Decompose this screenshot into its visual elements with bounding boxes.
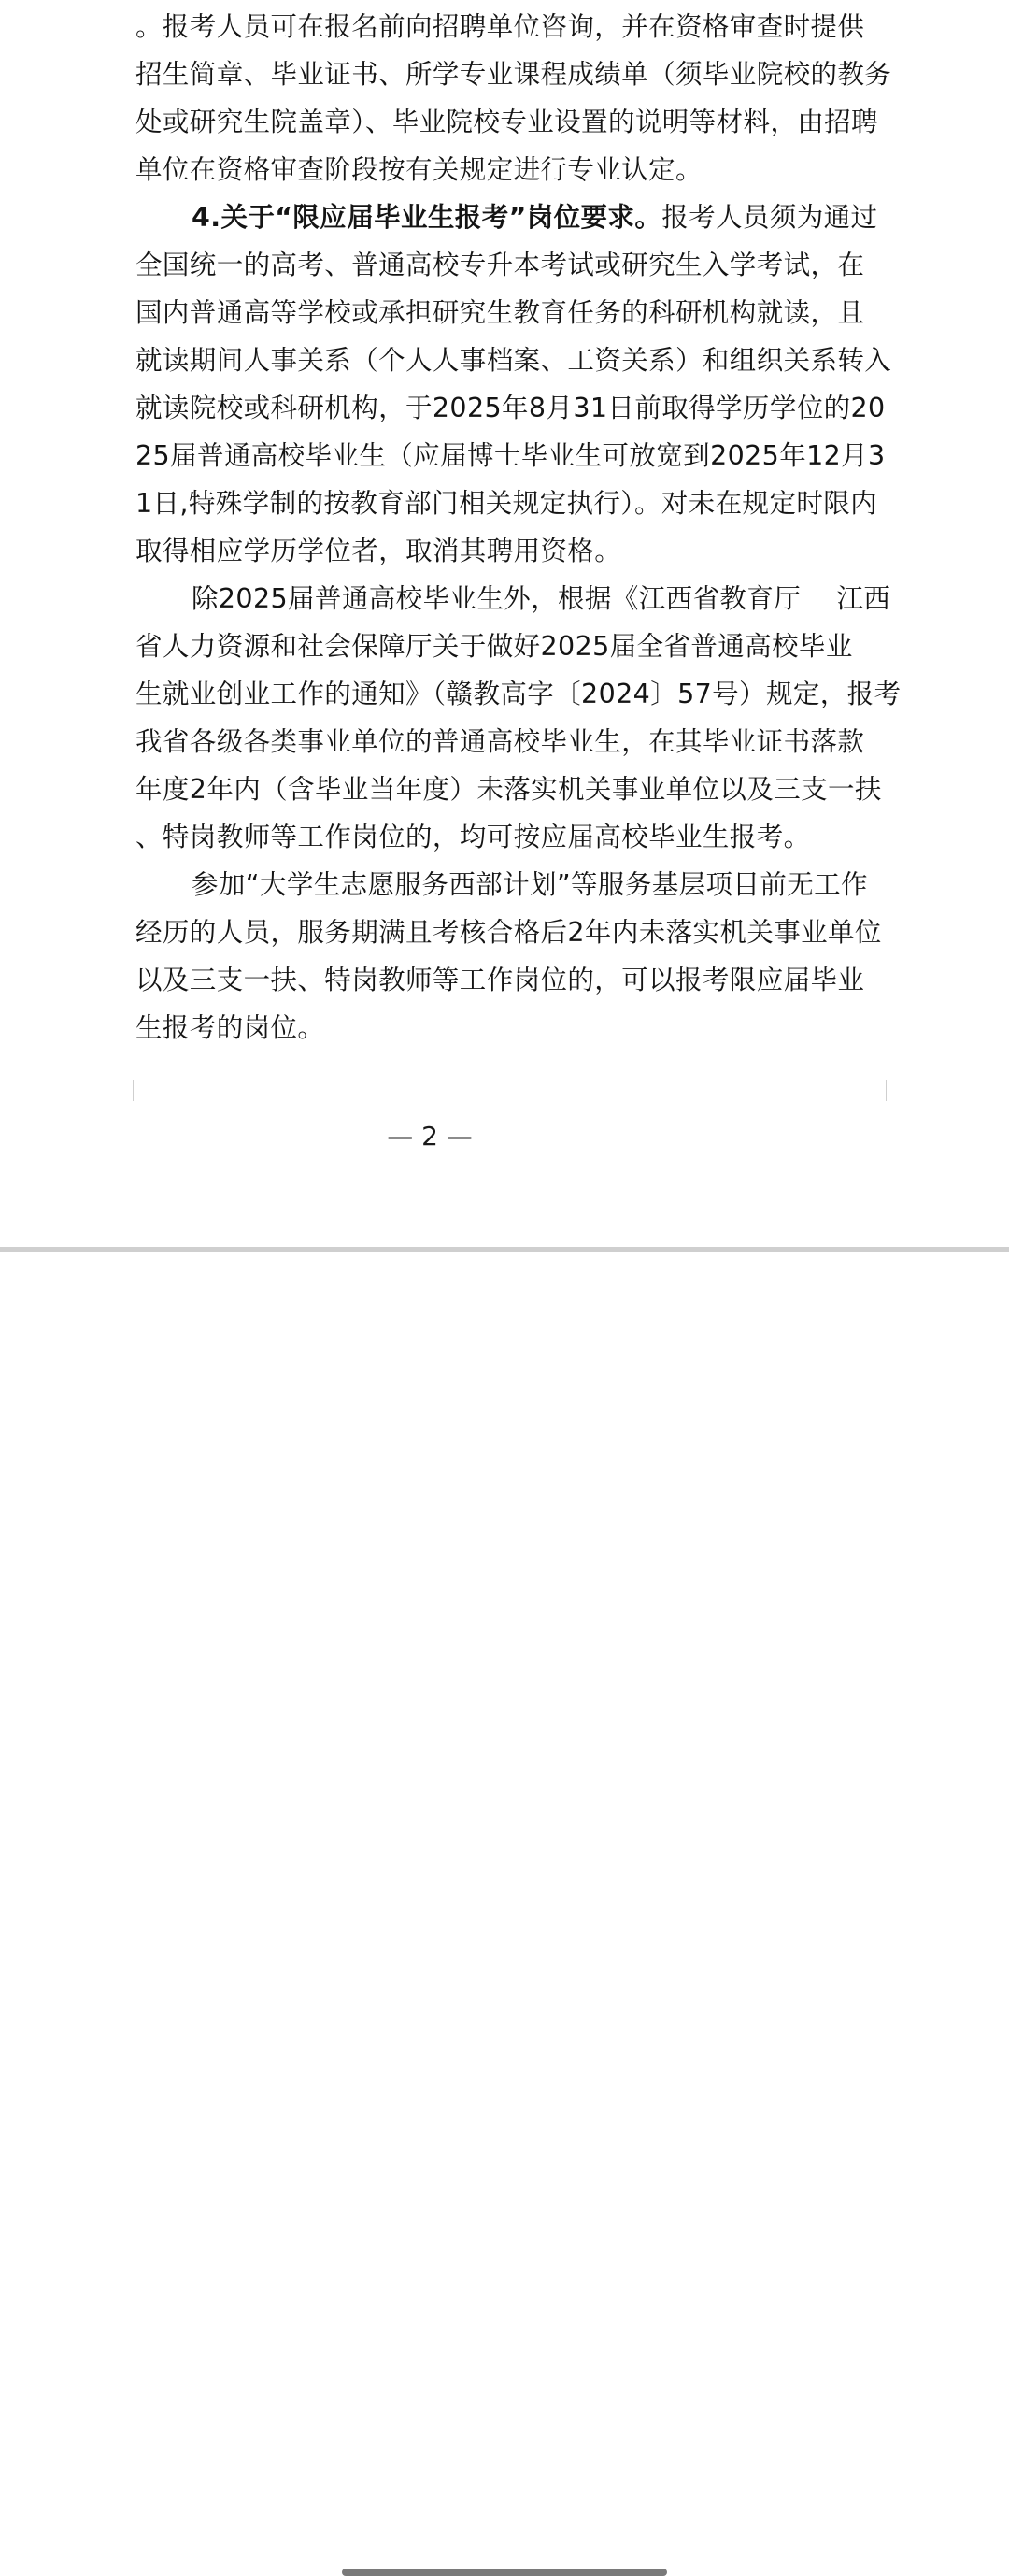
- paragraph-4-first-line: [192, 193, 877, 241]
- body-line: 生报考的岗位。: [135, 1012, 325, 1043]
- page-corner-mark-right: [886, 1080, 907, 1101]
- body-line: 处或研究生院盖章）、毕业院校专业设置的说明等材料，由招聘: [135, 107, 878, 137]
- body-line: 经历的人员，服务期满且考核合格后2年内未落实机关事业单位: [135, 917, 882, 948]
- body-line: 生就业创业工作的通知》（赣教高字〔2024〕57号）规定，报考: [135, 679, 902, 709]
- bottom-bar: [0, 1252, 1009, 1331]
- body-line: 。报考人员可在报名前向招聘单位咨询，并在资格审查时提供: [135, 11, 865, 42]
- body-line: 单位在资格审查阶段按有关规定进行专业认定。: [135, 154, 703, 185]
- page-number: — 2 —: [387, 1121, 473, 1152]
- body-line: 参加“大学生志愿服务西部计划”等服务基层项目前无工作: [192, 869, 868, 900]
- body-line: 以及三支一扶、特岗教师等工作岗位的，可以报考限应届毕业: [135, 965, 865, 995]
- body-line: 省人力资源和社会保障厅关于做好2025届全省普通高校毕业: [135, 631, 853, 662]
- body-line: 就读院校或科研机构，于2025年8月31日前取得学历学位的20: [135, 393, 886, 423]
- page-corner-mark-left: [112, 1080, 134, 1101]
- body-line: 1日,特殊学制的按教育部门相关规定执行）。对未在规定时限内: [135, 488, 878, 519]
- home-indicator[interactable]: [342, 2569, 667, 2576]
- body-line: 除2025届普通高校毕业生外，根据《江西省教育厅 江西: [192, 583, 891, 614]
- body-line: 国内普通高等学校或承担研究生教育任务的科研机构就读，且: [135, 297, 865, 328]
- body-line: 年度2年内（含毕业当年度）未落实机关事业单位以及三支一扶: [135, 774, 882, 805]
- body-line: 招生简章、毕业证书、所学专业课程成绩单（须毕业院校的教务: [135, 59, 892, 90]
- section-heading-4: 4.关于“限应届毕业生报考”岗位要求。: [192, 202, 662, 233]
- body-line: 25届普通高校毕业生（应届博士毕业生可放宽到2025年12月3: [135, 440, 886, 471]
- body-line: 、特岗教师等工作岗位的，均可按应届高校毕业生报考。: [135, 822, 811, 852]
- body-line: 全国统一的高考、普通高校专升本考试或研究生入学考试，在: [135, 250, 865, 280]
- document-page: [0, 0, 1009, 1247]
- body-line: 就读期间人事关系（个人人事档案、工资关系）和组织关系转入: [135, 345, 892, 376]
- body-line: 报考人员须为通过: [661, 202, 878, 233]
- body-line: 我省各级各类事业单位的普通高校毕业生，在其毕业证书落款: [135, 726, 865, 757]
- body-line: 取得相应学历学位者，取消其聘用资格。: [135, 536, 622, 566]
